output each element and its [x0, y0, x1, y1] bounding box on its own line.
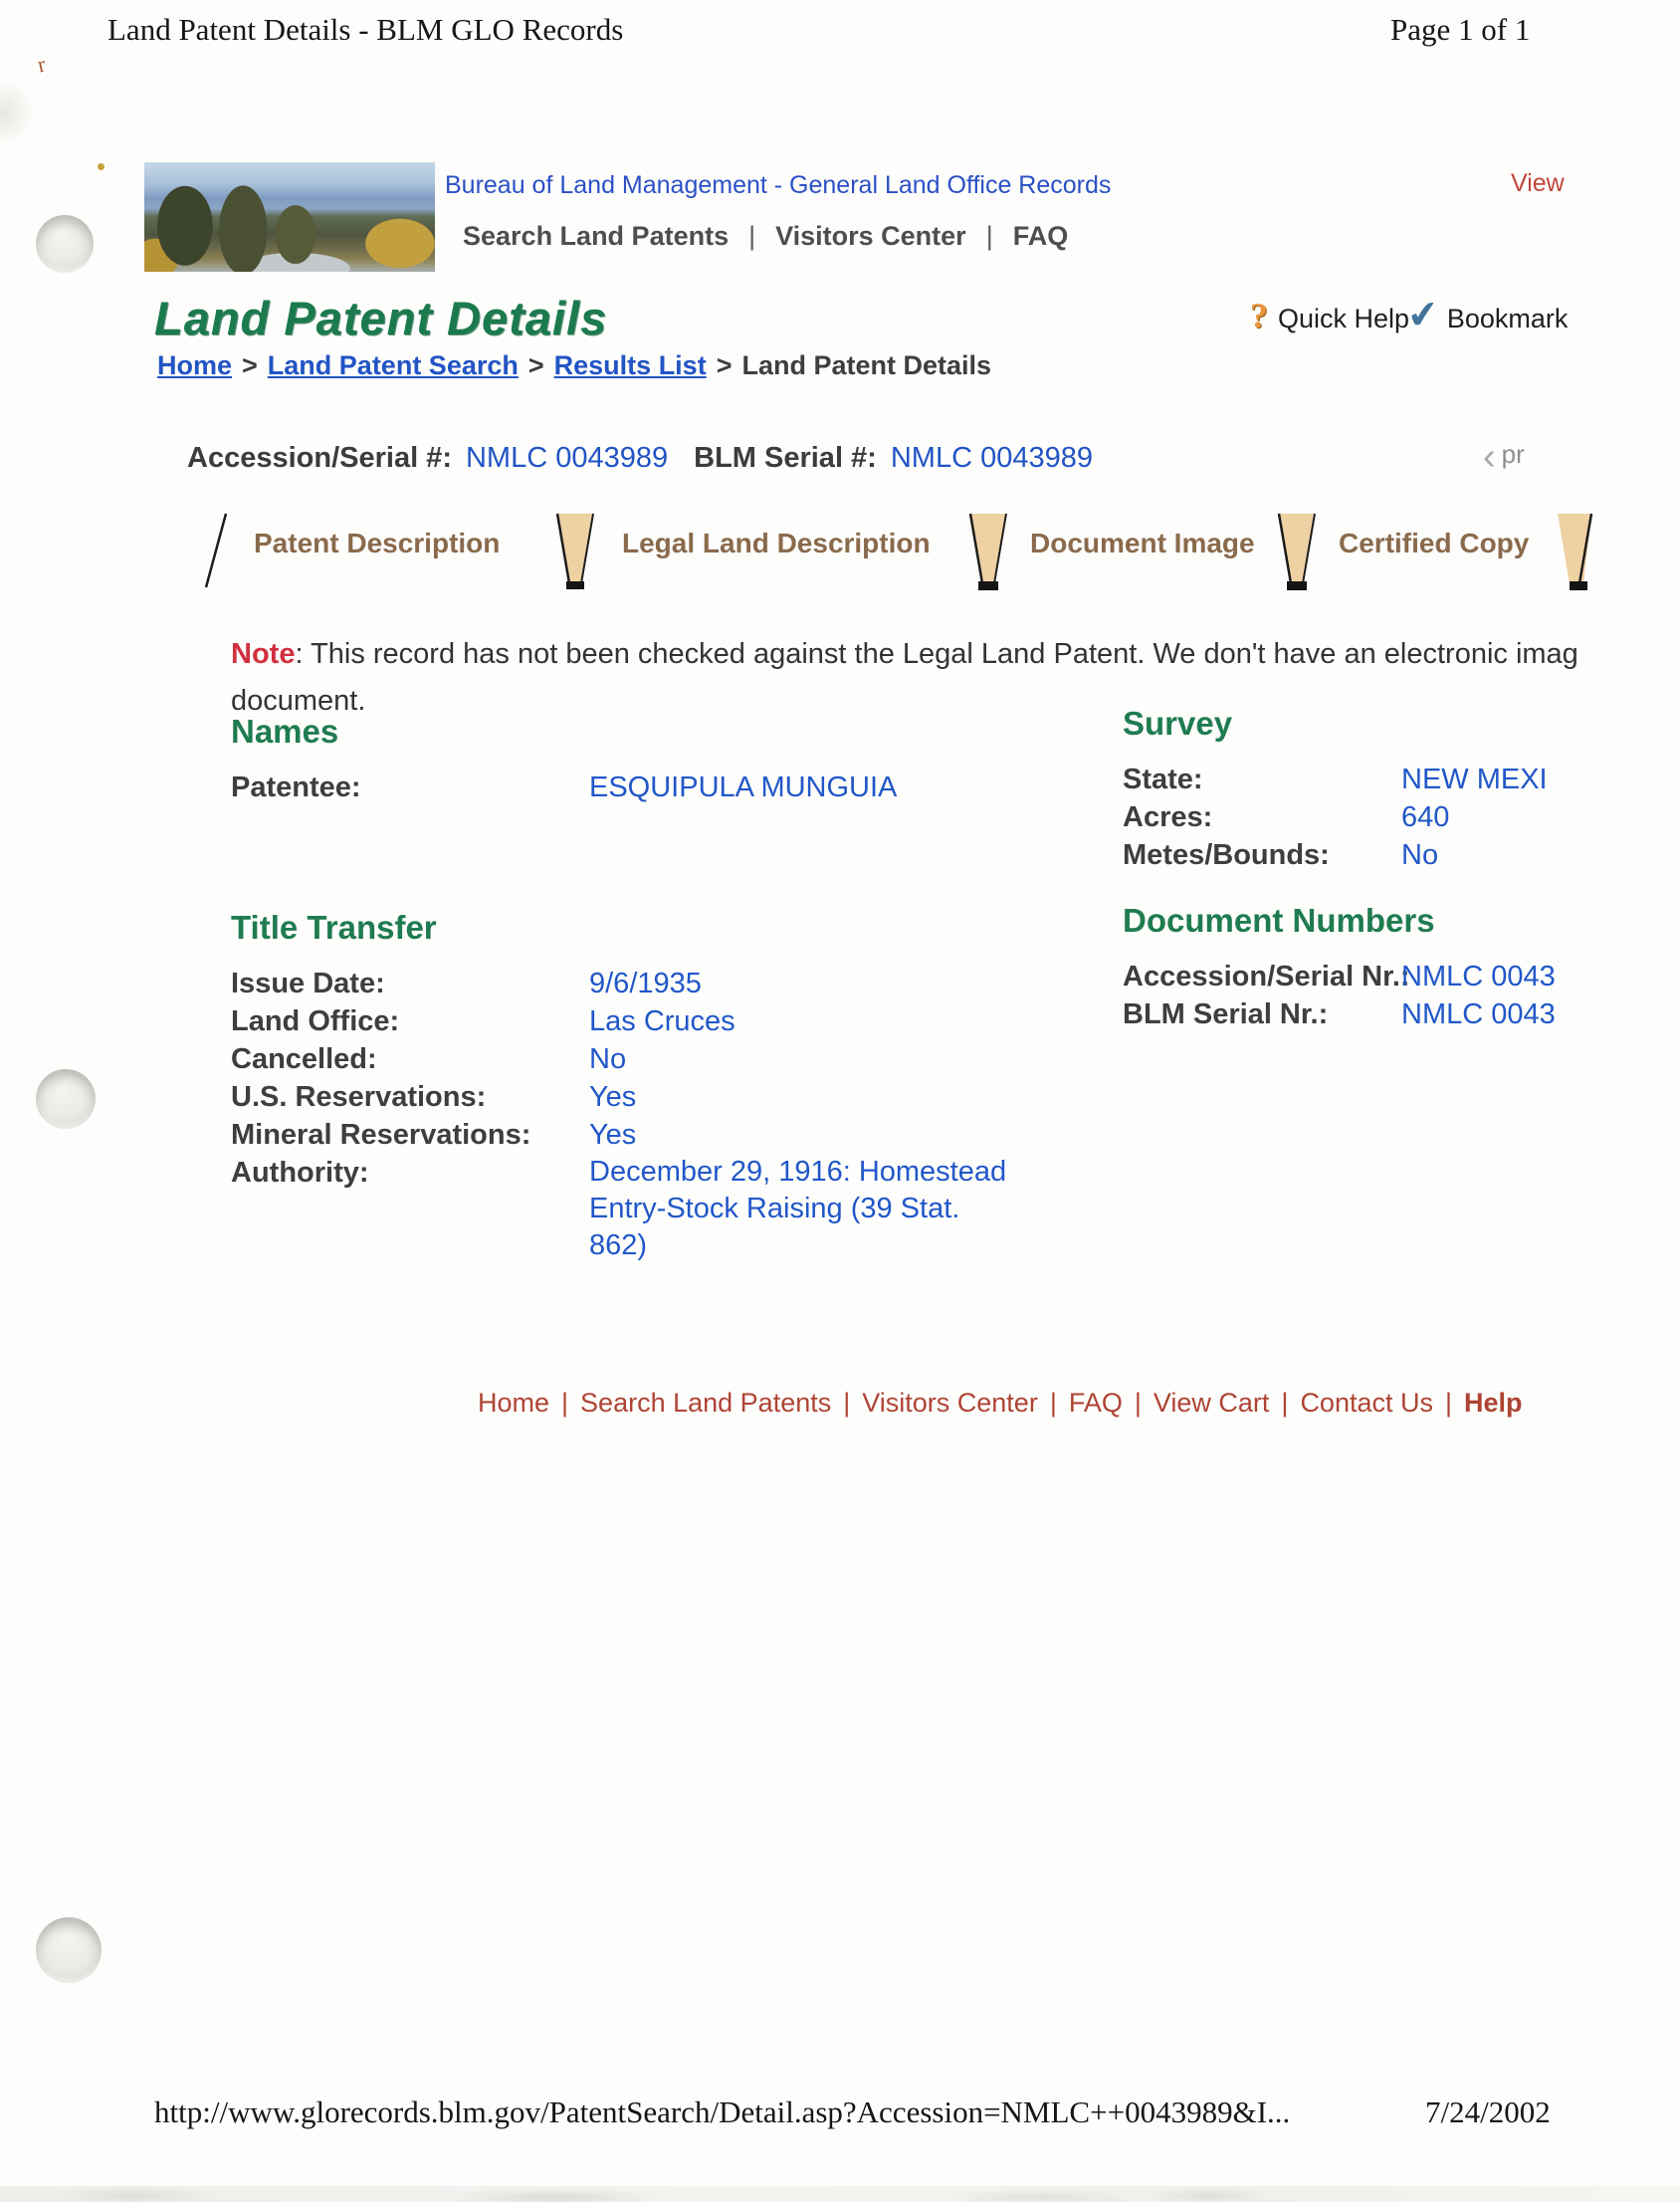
nav-faq[interactable]: FAQ [1012, 221, 1069, 251]
mineral-reservations-value: Yes [589, 1119, 637, 1151]
banner-nav [463, 221, 1068, 252]
checkmark-icon: ✔ [1404, 293, 1442, 338]
land-office-label: Land Office: [231, 1005, 400, 1037]
document-numbers-section [1123, 902, 1556, 1033]
footer-home[interactable]: Home [478, 1388, 550, 1418]
quick-help-button[interactable] [1250, 295, 1409, 336]
accession-serial-label: Accession/Serial #: [187, 442, 452, 474]
patentee-value: ESQUIPULA MUNGUIA [589, 771, 898, 803]
scan-artifact-speck [98, 163, 105, 170]
survey-heading: Survey [1123, 705, 1233, 742]
footer-separator: | [1134, 1388, 1142, 1418]
print-header-title: Land Patent Details - BLM GLO Records [107, 12, 624, 47]
nav-visitors-center[interactable]: Visitors Center [775, 221, 966, 251]
footer-visitors-center[interactable]: Visitors Center [862, 1388, 1038, 1418]
tab-divider [1558, 514, 1591, 590]
document-numbers-heading: Document Numbers [1123, 902, 1435, 939]
nav-separator: | [985, 221, 993, 251]
print-footer-date: 7/24/2002 [1425, 2094, 1551, 2129]
survey-section [1123, 705, 1548, 874]
scan-edge-band [0, 2186, 1680, 2202]
tab-document-image[interactable]: Document Image [1030, 528, 1255, 558]
title-transfer-section [231, 909, 1019, 1264]
issue-date-row [231, 965, 1019, 1002]
print-header-page-number: Page 1 of 1 [1390, 12, 1531, 47]
breadcrumb-results-list[interactable]: Results List [553, 350, 707, 380]
bookmark-label: Bookmark [1446, 304, 1569, 333]
footer-separator: | [1049, 1388, 1057, 1418]
footer-help[interactable]: Help [1464, 1388, 1523, 1418]
cancelled-row [231, 1040, 1019, 1078]
tab-patent-description[interactable]: Patent Description [254, 528, 501, 558]
authority-label: Authority: [231, 1157, 369, 1189]
footer-separator: | [1445, 1388, 1453, 1418]
blm-serial-value: NMLC 0043989 [890, 442, 1093, 474]
title-transfer-heading: Title Transfer [231, 909, 437, 946]
patentee-label: Patentee: [231, 771, 361, 803]
authority-row [231, 1154, 1019, 1264]
mineral-reservations-label: Mineral Reservations: [231, 1119, 531, 1151]
acres-label: Acres: [1123, 801, 1213, 833]
breadcrumb-home[interactable]: Home [157, 350, 233, 380]
site-title: Bureau of Land Management - General Land Office Records [445, 171, 1112, 199]
authority-value: December 29, 1916: Homestead Entry-Stock Raising (39 Stat. 862) [589, 1156, 1007, 1261]
accession-serial-nr-row [1123, 958, 1556, 995]
cancelled-label: Cancelled: [231, 1043, 377, 1075]
previous-label: pr [1501, 439, 1525, 469]
accession-serial-nr-value: NMLC 0043 [1401, 961, 1556, 992]
issue-date-label: Issue Date: [231, 968, 385, 999]
note-text-line2: document. [231, 685, 366, 717]
footer-view-cart[interactable]: View Cart [1153, 1388, 1270, 1418]
breadcrumb-current: Land Patent Details [741, 350, 992, 380]
footer-faq[interactable]: FAQ [1068, 1388, 1123, 1418]
names-heading: Names [231, 713, 339, 750]
view-link[interactable]: View [1511, 169, 1565, 197]
footer-separator: | [561, 1388, 569, 1418]
page-title: Land Patent Details [154, 292, 608, 344]
tab-certified-copy[interactable]: Certified Copy [1339, 528, 1530, 558]
previous-record-link[interactable] [1483, 436, 1525, 479]
blm-serial-nr-row [1123, 995, 1556, 1033]
print-footer-url: http://www.glorecords.blm.gov/PatentSearch/Detail.asp?Accession=NMLC++0043989&I... [154, 2094, 1291, 2129]
acres-row [1123, 798, 1548, 836]
footer-search-land-patents[interactable]: Search Land Patents [580, 1388, 832, 1418]
breadcrumb [157, 350, 991, 381]
names-section [231, 713, 897, 806]
issue-date-value: 9/6/1935 [589, 968, 702, 999]
note-text-line1: : This record has not been checked against the Legal Land Patent. We don't have an electronic imag [295, 638, 1578, 670]
patentee-row [231, 769, 897, 806]
metes-bounds-value: No [1401, 839, 1439, 871]
us-reservations-value: Yes [589, 1081, 637, 1113]
blm-serial-label: BLM Serial #: [694, 442, 877, 474]
hole-punch [36, 1069, 96, 1129]
footer-separator: | [1281, 1388, 1289, 1418]
note-label: Note [231, 638, 296, 670]
serial-numbers-row [187, 442, 1119, 475]
state-value: NEW MEXI [1401, 764, 1548, 795]
scan-artifact-mark: r [35, 51, 48, 78]
scan-artifact-smudge [0, 78, 34, 147]
footer-contact-us[interactable]: Contact Us [1300, 1388, 1433, 1418]
us-reservations-label: U.S. Reservations: [231, 1081, 487, 1113]
hole-punch [36, 1917, 102, 1983]
state-row [1123, 761, 1548, 798]
footer-nav [478, 1388, 1523, 1419]
footer-separator: | [843, 1388, 851, 1418]
question-mark-icon: ? [1250, 296, 1268, 335]
cancelled-value: No [589, 1043, 627, 1075]
acres-value: 640 [1401, 801, 1450, 833]
land-office-value: Las Cruces [589, 1005, 735, 1037]
nav-separator: | [748, 221, 756, 251]
chevron-left-icon: ‹ [1483, 436, 1496, 478]
bookmark-button[interactable] [1404, 293, 1569, 338]
breadcrumb-separator: > [527, 350, 544, 380]
breadcrumb-separator: > [242, 350, 258, 380]
accession-serial-nr-label: Accession/Serial Nr.: [1123, 961, 1410, 992]
hole-punch [36, 215, 94, 273]
blm-serial-nr-value: NMLC 0043 [1401, 998, 1556, 1030]
breadcrumb-land-patent-search[interactable]: Land Patent Search [267, 350, 519, 380]
land-office-row [231, 1002, 1019, 1040]
blm-landscape-banner-image [144, 162, 435, 272]
tab-divider [1279, 514, 1315, 590]
mineral-reservations-row [231, 1116, 1019, 1154]
tab-divider [970, 514, 1006, 590]
tab-legal-land-description[interactable]: Legal Land Description [622, 528, 931, 558]
nav-search-land-patents[interactable]: Search Land Patents [463, 221, 730, 251]
quick-help-label: Quick Help [1278, 304, 1410, 333]
metes-bounds-row [1123, 836, 1548, 874]
breadcrumb-separator: > [716, 350, 733, 380]
metes-bounds-label: Metes/Bounds: [1123, 839, 1330, 871]
blm-serial-nr-label: BLM Serial Nr.: [1123, 998, 1329, 1030]
accession-serial-value: NMLC 0043989 [465, 442, 669, 474]
tab-divider [557, 514, 593, 589]
state-label: State: [1123, 764, 1203, 795]
us-reservations-row [231, 1078, 1019, 1116]
